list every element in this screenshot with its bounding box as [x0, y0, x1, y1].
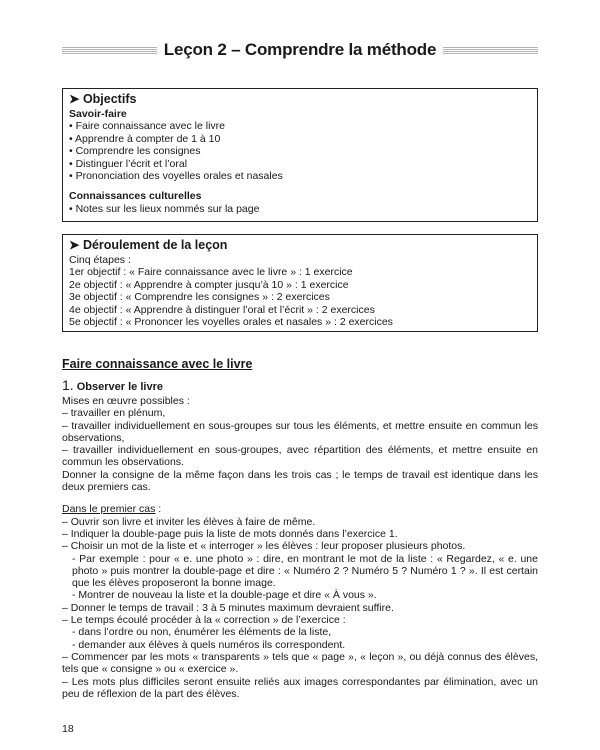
exercise-title: Observer le livre	[76, 381, 163, 393]
case-heading: Dans le premier cas :	[62, 503, 162, 516]
case-title: Dans le premier cas	[62, 503, 156, 516]
deroulement-step: 1er objectif : « Faire connaissance avec le livre » : 1 exercice	[69, 266, 353, 279]
step-line: – Choisir un mot de la liste et « interroger » les élèves : leur proposer plusieurs photos.	[62, 540, 466, 553]
step-line: – Ouvrir son livre et inviter les élèves à faire de même.	[62, 515, 316, 528]
deroulement-step: 5e objectif : « Prononcer les voyelles orales et nasales » : 2 exercices	[69, 316, 393, 329]
deroulement-box	[62, 234, 538, 332]
deroulement-intro: Cinq étapes :	[69, 254, 131, 266]
step-line: - dans l’ordre ou non, énumérer les éléments de la liste,	[72, 626, 332, 639]
deroulement-step: 4e objectif : « Apprendre à distinguer l’oral et l’écrit » : 2 exercices	[69, 303, 375, 316]
paragraph-line: Donner la consigne de la même façon dans les trois cas ; le temps de travail est identique dans les deux premiers cas.	[62, 468, 538, 494]
lesson-title-bar	[62, 38, 538, 62]
page-number: 18	[62, 723, 74, 735]
exercise-body	[62, 378, 538, 700]
savoir-faire-item: • Comprendre les consignes	[69, 145, 201, 158]
culture-title: Connaissances culturelles	[69, 190, 202, 203]
savoir-faire-item: • Distinguer l’écrit et l’oral	[69, 157, 188, 170]
step-line: – Commencer par les mots « transparents » tels que « page », « leçon », ou déjà connus des élèves, tels que « consigne » ou « exercice ».	[62, 650, 538, 676]
exercise-heading	[62, 378, 538, 395]
savoir-faire-item: • Apprendre à compter de 1 à 10	[69, 132, 221, 145]
step-line: - demander aux élèves à quels numéros ils correspondent.	[72, 638, 346, 651]
paragraph-line: – travailler individuellement en sous-groupes, avec répartition des éléments, et mettre ensuite en commun les observations.	[62, 444, 538, 469]
deroulement-step: 2e objectif : « Apprendre à compter jusqu’à 10 » : 1 exercice	[69, 278, 349, 291]
step-line: – Les mots plus difficiles seront ensuite reliés aux images correspondantes par élimination, avec un peu de réflexion de la part des élèves.	[62, 675, 538, 700]
objectives-box	[62, 88, 538, 222]
section-title: Faire connaissance avec le livre	[62, 357, 253, 371]
deroulement-step: 3e objectif : « Comprendre les consignes » : 2 exercices	[69, 291, 330, 304]
step-line: - Montrer de nouveau la liste et la double-page et dire « À vous ».	[72, 589, 377, 602]
title-rule-left	[62, 47, 157, 54]
paragraph-line: – travailler en plénum,	[62, 407, 166, 420]
paragraph-line: Mises en œuvre possibles :	[62, 395, 190, 407]
step-line: - Par exemple : pour « e. une photo » : dire, en montrant le mot de la liste : « Regardez, « e. une photo » puis montrer la double-page et dire : « Numéro 2 ? Numéro 5 ? Numéro 1 ? ». Il est certain que les élèves proposeront la bonne image.	[72, 552, 538, 590]
step-line: – Le temps écoulé procéder à la « correction » de l’exercice :	[62, 614, 346, 627]
objectives-heading: ➤ Objectifs	[69, 92, 137, 106]
culture-item: • Notes sur les lieux nommés sur la page	[69, 202, 260, 215]
step-line: – Indiquer la double-page puis la liste de mots donnés dans l’exercice 1.	[62, 527, 398, 540]
savoir-faire-title: Savoir-faire	[69, 108, 127, 120]
paragraph-line: – travailler individuellement en sous-groupes sur tous les éléments, et mettre ensuite en commun les observations,	[62, 419, 538, 444]
step-line: – Donner le temps de travail : 3 à 5 minutes maximum devraient suffire.	[62, 601, 394, 614]
deroulement-heading: ➤ Déroulement de la leçon	[69, 238, 228, 252]
savoir-faire-item: • Faire connaissance avec le livre	[69, 120, 225, 133]
title-rule-right	[443, 47, 538, 54]
lesson-title: Leçon 2 – Comprendre la méthode	[163, 40, 437, 59]
exercise-number: 1.	[62, 377, 74, 393]
savoir-faire-item: • Prononciation des voyelles orales et nasales	[69, 170, 283, 183]
